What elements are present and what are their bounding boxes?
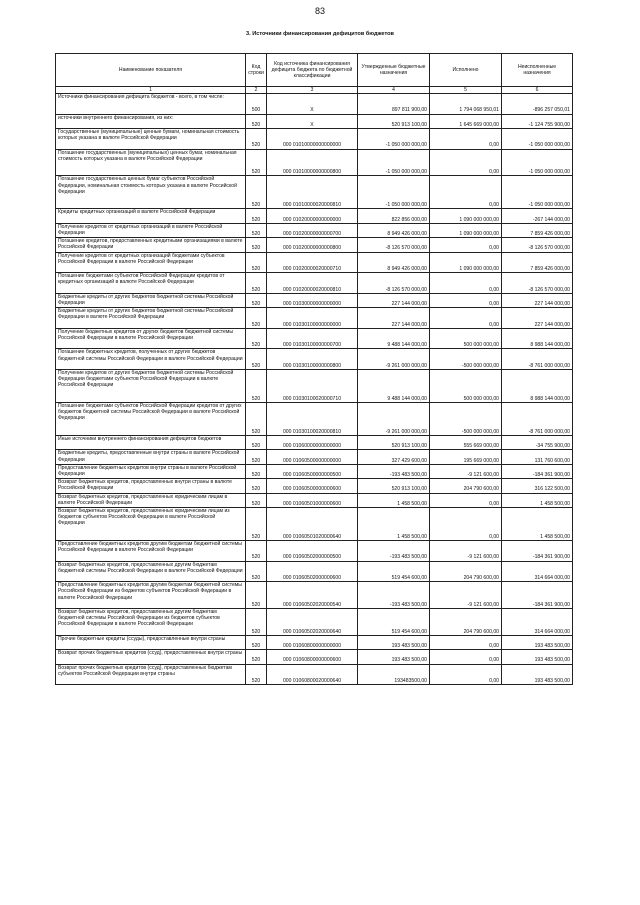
row-source-code: 000 01010000020000810: [267, 176, 358, 209]
row-indicator-name: Возврат бюджетных кредитов, предоставленных юридическим лицам из бюджетов субъектов Российской Федерации в валюте Российской Федерации: [56, 507, 246, 540]
row-executed: 0,00: [430, 238, 502, 252]
row-approved: 520 913 100,00: [358, 114, 430, 128]
row-code: 520: [246, 273, 267, 294]
row-indicator-name: Возврат прочих бюджетных кредитов (ссуд), предоставленных внутри страны: [56, 650, 246, 664]
row-approved: 193483500,00: [358, 664, 430, 685]
row-source-code: 000 01060502000000500: [267, 540, 358, 561]
row-executed: 195 669 000,00: [430, 450, 502, 464]
row-executed: 0,00: [430, 493, 502, 507]
table-row: [56, 176, 573, 209]
row-indicator-name: Возврат бюджетных кредитов, предоставленных другим бюджетам бюджетной системы Российской Федерации в валюте Российской Федерации: [56, 561, 246, 582]
row-indicator-name: Получение бюджетных кредитов от других бюджетов бюджетной системы Российской Федерации в валюте Российской Федерации: [56, 328, 246, 349]
row-unexecuted: 8 988 144 000,00: [502, 328, 573, 349]
row-unexecuted: -896 257 050,01: [502, 94, 573, 115]
row-unexecuted: 7 859 426 000,00: [502, 223, 573, 237]
row-indicator-name: Возврат бюджетных кредитов, предоставленных другим бюджетам бюджетной системы Российской Федерации из бюджетов субъектов Российской Федерации в валюте Российской Федерации: [56, 608, 246, 635]
row-unexecuted: -184 361 900,00: [502, 540, 573, 561]
row-code: 520: [246, 308, 267, 329]
row-unexecuted: 314 664 000,00: [502, 561, 573, 582]
row-indicator-name: Получение кредитов от кредитных организаций в валюте Российской Федерации: [56, 223, 246, 237]
row-code: 520: [246, 479, 267, 493]
table-row: [56, 464, 573, 478]
column-numbers-row: [56, 87, 573, 94]
row-approved: 1 458 500,00: [358, 493, 430, 507]
row-code: 520: [246, 507, 267, 540]
header-source-code: Код источника финансирования дефицита бюджета по бюджетной классификации: [267, 54, 358, 87]
row-source-code: 000 01060800000000000: [267, 635, 358, 649]
row-indicator-name: Погашение бюджетами субъектов Российской Федерации кредитов от кредитных организаций в валюте Российской Федерации: [56, 273, 246, 294]
row-code: 520: [246, 252, 267, 273]
row-source-code: 000 01060800000000600: [267, 650, 358, 664]
table-row: [56, 149, 573, 176]
table-row: [56, 493, 573, 507]
row-indicator-name: Предоставление бюджетных кредитов другим бюджетам бюджетной системы Российской Федерации в валюте Российской Федерации: [56, 540, 246, 561]
row-unexecuted: 193 483 500,00: [502, 635, 573, 649]
financing-sources-table: [55, 53, 573, 685]
row-source-code: 000 01020000000000000: [267, 209, 358, 223]
row-code: 520: [246, 450, 267, 464]
row-source-code: 000 01060800020000640: [267, 664, 358, 685]
table-row: [56, 479, 573, 493]
row-unexecuted: -8 761 000 000,00: [502, 349, 573, 370]
row-executed: 1 090 000 000,00: [430, 252, 502, 273]
row-code: 500: [246, 94, 267, 115]
row-code: 520: [246, 149, 267, 176]
row-executed: 500 000 000,00: [430, 328, 502, 349]
row-source-code: 000 01030100000000700: [267, 328, 358, 349]
row-executed: 1 794 068 950,01: [430, 94, 502, 115]
row-source-code: 000 01030000000000000: [267, 293, 358, 307]
table-row: [56, 450, 573, 464]
row-code: 520: [246, 209, 267, 223]
row-source-code: 000 01020000000000800: [267, 238, 358, 252]
row-approved: -193 483 500,00: [358, 464, 430, 478]
row-executed: 0,00: [430, 149, 502, 176]
row-approved: -8 126 570 000,00: [358, 238, 430, 252]
row-source-code: 000 01020000020000810: [267, 273, 358, 294]
table-row: [56, 664, 573, 685]
row-indicator-name: Погашение бюджетами субъектов Российской Федерации кредитов от других бюджетов бюджетной системы Российской Федерации в валюте Российской Федерации: [56, 403, 246, 436]
row-source-code: 000 01030100000000800: [267, 349, 358, 370]
row-unexecuted: 314 664 000,00: [502, 608, 573, 635]
row-executed: -9 121 600,00: [430, 582, 502, 609]
page-number: 83: [314, 6, 325, 16]
row-source-code: 000 01010000000000800: [267, 149, 358, 176]
row-source-code: 000 01060501000000600: [267, 493, 358, 507]
row-executed: 0,00: [430, 273, 502, 294]
row-approved: 9 488 144 000,00: [358, 328, 430, 349]
row-indicator-name: Возврат прочих бюджетных кредитов (ссуд), предоставленных бюджетам субъектов Российской Федерации внутри страны: [56, 664, 246, 685]
row-executed: 0,00: [430, 293, 502, 307]
row-source-code: X: [267, 94, 358, 115]
row-approved: 327 429 600,00: [358, 450, 430, 464]
table-row: [56, 540, 573, 561]
row-indicator-name: Получение кредитов от кредитных организаций бюджетами субъектов Российской Федерации в валюте Российской Федерации: [56, 252, 246, 273]
row-approved: 8 949 426 000,00: [358, 223, 430, 237]
row-approved: -193 483 500,00: [358, 582, 430, 609]
row-code: 520: [246, 664, 267, 685]
table-row: [56, 403, 573, 436]
table-row: [56, 273, 573, 294]
row-code: 520: [246, 328, 267, 349]
row-unexecuted: -8 126 570 000,00: [502, 273, 573, 294]
section-title: 3. Источники финансирования дефицитов бюджетов: [246, 31, 394, 37]
row-unexecuted: 1 458 500,00: [502, 493, 573, 507]
row-indicator-name: Погашение кредитов, предоставленных кредитными организациями в валюте Российской Федерации: [56, 238, 246, 252]
row-indicator-name: Предоставление бюджетных кредитов внутри страны в валюте Российской Федерации: [56, 464, 246, 478]
column-number: 2: [246, 87, 267, 94]
row-approved: -1 050 000 000,00: [358, 176, 430, 209]
row-source-code: 000 01060502020000640: [267, 608, 358, 635]
row-indicator-name: Иные источники внутреннего финансирования дефицитов бюджетов: [56, 436, 246, 450]
row-unexecuted: -184 361 900,00: [502, 464, 573, 478]
row-unexecuted: -1 124 755 900,00: [502, 114, 573, 128]
row-source-code: 000 01060500000000500: [267, 464, 358, 478]
row-executed: 0,00: [430, 635, 502, 649]
row-source-code: 000 01030100020000710: [267, 370, 358, 403]
row-code: 520: [246, 403, 267, 436]
row-code: 520: [246, 540, 267, 561]
header-unexecuted: Неисполненные назначения: [502, 54, 573, 87]
row-code: 520: [246, 582, 267, 609]
row-source-code: 000 01020000000000700: [267, 223, 358, 237]
row-executed: 0,00: [430, 650, 502, 664]
table-row: [56, 650, 573, 664]
row-executed: 1 645 669 000,00: [430, 114, 502, 128]
header-approved: Утвержденные бюджетные назначения: [358, 54, 430, 87]
row-code: 520: [246, 114, 267, 128]
column-number: 6: [502, 87, 573, 94]
row-source-code: 000 01060000000000000: [267, 436, 358, 450]
row-code: 520: [246, 238, 267, 252]
row-indicator-name: Погашение бюджетных кредитов, полученных от других бюджетов бюджетной системы Российской Федерации в валюте Российской Федерации: [56, 349, 246, 370]
row-unexecuted: 227 144 000,00: [502, 293, 573, 307]
row-approved: 8 949 426 000,00: [358, 252, 430, 273]
table-row: [56, 293, 573, 307]
row-unexecuted: 227 144 000,00: [502, 308, 573, 329]
row-unexecuted: -8 126 570 000,00: [502, 238, 573, 252]
row-source-code: 000 01030100000000000: [267, 308, 358, 329]
row-indicator-name: Источники финансирования дефицита бюджетов - всего, в том числе:: [56, 94, 246, 115]
table-row: [56, 114, 573, 128]
table-row: [56, 328, 573, 349]
row-source-code: 000 01060500000000600: [267, 479, 358, 493]
row-approved: 227 144 000,00: [358, 293, 430, 307]
row-code: 520: [246, 129, 267, 150]
row-indicator-name: Бюджетные кредиты от других бюджетов бюджетной системы Российской Федерации: [56, 293, 246, 307]
row-unexecuted: 316 122 500,00: [502, 479, 573, 493]
row-indicator-name: Бюджетные кредиты от других бюджетов бюджетной системы Российской Федерации в валюте Российской Федерации: [56, 308, 246, 329]
table-row: [56, 582, 573, 609]
row-unexecuted: 1 458 500,00: [502, 507, 573, 540]
row-source-code: 000 01060500000000000: [267, 450, 358, 464]
column-number: 3: [267, 87, 358, 94]
row-executed: 555 669 000,00: [430, 436, 502, 450]
row-source-code: 000 01020000020000710: [267, 252, 358, 273]
table-row: [56, 209, 573, 223]
row-executed: 0,00: [430, 308, 502, 329]
row-code: 520: [246, 176, 267, 209]
row-code: 520: [246, 370, 267, 403]
table-row: [56, 94, 573, 115]
row-approved: 9 488 144 000,00: [358, 370, 430, 403]
row-executed: 1 090 000 000,00: [430, 223, 502, 237]
row-code: 520: [246, 561, 267, 582]
row-executed: 0,00: [430, 176, 502, 209]
row-executed: 204 790 600,00: [430, 561, 502, 582]
row-approved: 519 454 600,00: [358, 608, 430, 635]
row-executed: 204 790 600,00: [430, 608, 502, 635]
row-approved: -8 126 570 000,00: [358, 273, 430, 294]
column-number: 4: [358, 87, 430, 94]
row-unexecuted: -1 050 000 000,00: [502, 176, 573, 209]
row-source-code: 000 01060502000000600: [267, 561, 358, 582]
table-row: [56, 349, 573, 370]
row-executed: 1 090 000 000,00: [430, 209, 502, 223]
row-executed: 0,00: [430, 664, 502, 685]
row-approved: -1 050 000 000,00: [358, 129, 430, 150]
table-row: [56, 370, 573, 403]
row-indicator-name: Возврат бюджетных кредитов, предоставленных юридическим лицам в валюте Российской Федерации: [56, 493, 246, 507]
row-unexecuted: -34 755 900,00: [502, 436, 573, 450]
row-executed: -500 000 000,00: [430, 403, 502, 436]
row-executed: 0,00: [430, 129, 502, 150]
row-executed: -500 000 000,00: [430, 349, 502, 370]
row-approved: 520 913 100,00: [358, 479, 430, 493]
row-approved: -193 483 500,00: [358, 540, 430, 561]
row-approved: 822 856 000,00: [358, 209, 430, 223]
row-code: 520: [246, 349, 267, 370]
row-code: 520: [246, 436, 267, 450]
row-source-code: 000 01060502020000540: [267, 582, 358, 609]
header-indicator-name: Наименование показателя: [56, 54, 246, 87]
row-code: 520: [246, 493, 267, 507]
table-row: [56, 635, 573, 649]
header-row-code: Код строки: [246, 54, 267, 87]
row-approved: 897 811 900,00: [358, 94, 430, 115]
row-indicator-name: Погашение государственных ценных бумаг субъектов Российской Федерации, номинальная стоимость которых указана в валюте Российской Федерации: [56, 176, 246, 209]
table-row: [56, 561, 573, 582]
row-executed: 0,00: [430, 507, 502, 540]
row-unexecuted: -267 144 000,00: [502, 209, 573, 223]
row-unexecuted: -8 761 000 000,00: [502, 403, 573, 436]
row-code: 520: [246, 293, 267, 307]
header-row: [56, 54, 573, 87]
row-unexecuted: 7 859 426 000,00: [502, 252, 573, 273]
table-row: [56, 608, 573, 635]
row-indicator-name: Возврат бюджетных кредитов, предоставленных внутри страны в валюте Российской Федерации: [56, 479, 246, 493]
row-unexecuted: -184 361 900,00: [502, 582, 573, 609]
row-unexecuted: 193 483 500,00: [502, 664, 573, 685]
row-approved: -1 050 000 000,00: [358, 149, 430, 176]
row-approved: 227 144 000,00: [358, 308, 430, 329]
table-body: [56, 94, 573, 685]
table-row: [56, 507, 573, 540]
table-row: [56, 223, 573, 237]
row-executed: -9 121 600,00: [430, 540, 502, 561]
row-unexecuted: 8 988 144 000,00: [502, 370, 573, 403]
row-code: 520: [246, 650, 267, 664]
row-approved: 193 483 500,00: [358, 650, 430, 664]
row-unexecuted: 131 760 600,00: [502, 450, 573, 464]
row-approved: 519 454 600,00: [358, 561, 430, 582]
row-code: 520: [246, 608, 267, 635]
row-executed: 500 000 000,00: [430, 370, 502, 403]
table-row: [56, 238, 573, 252]
row-code: 520: [246, 635, 267, 649]
row-indicator-name: Предоставление бюджетных кредитов другим бюджетам бюджетной системы Российской Федерации из бюджетов субъектов Российской Федерации в валюте Российской Федерации: [56, 582, 246, 609]
row-unexecuted: -1 050 000 000,00: [502, 149, 573, 176]
row-approved: -9 261 000 000,00: [358, 349, 430, 370]
row-executed: 204 790 600,00: [430, 479, 502, 493]
column-number: 5: [430, 87, 502, 94]
row-indicator-name: Бюджетные кредиты, предоставленные внутри страны в валюте Российской Федерации: [56, 450, 246, 464]
table-row: [56, 129, 573, 150]
row-approved: 1 458 500,00: [358, 507, 430, 540]
header-executed: Исполнено: [430, 54, 502, 87]
row-indicator-name: Погашение государственных (муниципальных) ценных бумаг, номинальная стоимость которых указана в валюте Российской Федерации: [56, 149, 246, 176]
row-code: 520: [246, 464, 267, 478]
row-indicator-name: Кредиты кредитных организаций в валюте Российской Федерации: [56, 209, 246, 223]
row-unexecuted: -1 050 000 000,00: [502, 129, 573, 150]
row-approved: 520 913 100,00: [358, 436, 430, 450]
row-indicator-name: Прочие бюджетные кредиты (ссуды), предоставленные внутри страны: [56, 635, 246, 649]
row-indicator-name: Получение кредитов от других бюджетов бюджетной системы Российской Федерации бюджетами субъектов Российской Федерации в валюте Российской Федерации: [56, 370, 246, 403]
row-approved: -9 261 000 000,00: [358, 403, 430, 436]
column-number: 1: [56, 87, 246, 94]
row-code: 520: [246, 223, 267, 237]
row-approved: 193 483 500,00: [358, 635, 430, 649]
table-row: [56, 436, 573, 450]
table-row: [56, 252, 573, 273]
row-source-code: 000 01030100020000810: [267, 403, 358, 436]
row-executed: -9 121 600,00: [430, 464, 502, 478]
row-source-code: 000 01010000000000000: [267, 129, 358, 150]
row-source-code: 000 01060501020000640: [267, 507, 358, 540]
row-source-code: X: [267, 114, 358, 128]
row-unexecuted: 193 483 500,00: [502, 650, 573, 664]
table-row: [56, 308, 573, 329]
row-indicator-name: Государственные (муниципальные) ценные бумаги, номинальная стоимость которых указана в валюте Российской Федерации: [56, 129, 246, 150]
row-indicator-name: источники внутреннего финансирования, из них:: [56, 114, 246, 128]
